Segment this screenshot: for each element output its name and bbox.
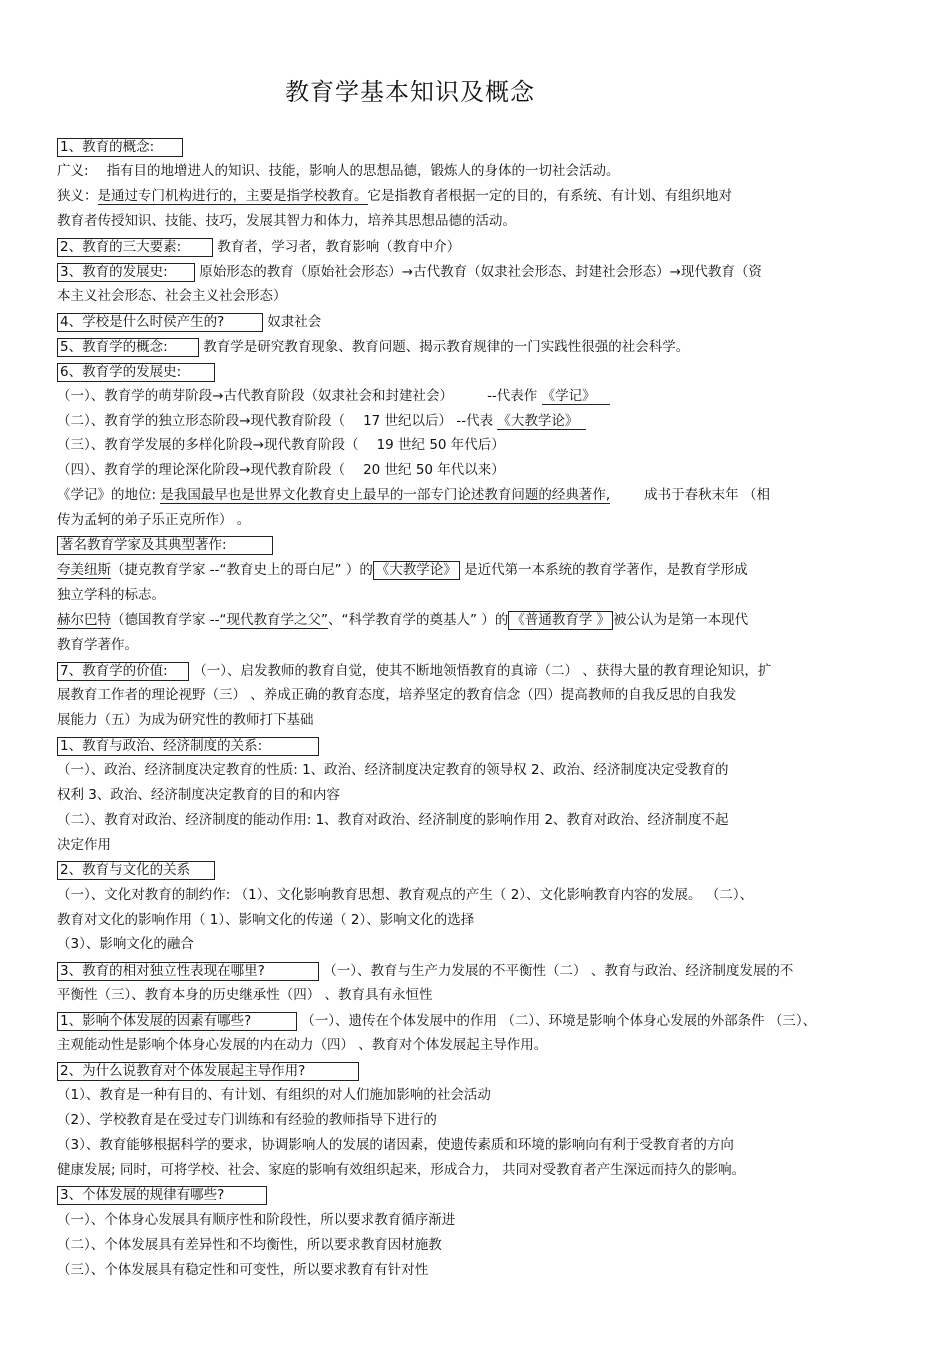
heading-education-concept bbox=[57, 138, 897, 157]
line-mid: 、“科学教育学的奠基人” ）的 bbox=[328, 612, 509, 628]
line-text: 指有目的地增进人的知识、技能，影响人的思想品德，锻炼人的身体的一切社会活动。 bbox=[106, 163, 620, 179]
text-line bbox=[57, 1036, 897, 1054]
text-line bbox=[57, 1161, 897, 1179]
line-tail: --代表 bbox=[456, 413, 494, 429]
text-line bbox=[57, 761, 897, 779]
underlined-text: 是我国最早也是世界文化教育史上最早的一部专门论述教育问题的经典著作, bbox=[160, 487, 611, 503]
heading-box: 1、教育与政治、经济制度的关系: bbox=[57, 737, 319, 756]
book-box: 《普通教育学 》 bbox=[508, 611, 613, 630]
text-line bbox=[57, 1086, 897, 1104]
line-mid: 19 世纪 50 年代后） bbox=[376, 437, 505, 453]
heading-pedagogy-concept bbox=[57, 338, 897, 357]
text-line bbox=[57, 1136, 897, 1154]
text-line bbox=[57, 162, 897, 180]
line-text: 平衡性（三）、教育本身的历史继承性（四） 、教育具有永恒性 bbox=[57, 987, 433, 1003]
text-line bbox=[57, 636, 897, 654]
line-mid: 17 世纪以后） bbox=[363, 413, 453, 429]
heading-leading-role bbox=[57, 1062, 897, 1081]
line-text: 健康发展; 同时，可将学校、社会、家庭的影响有效组织起来，形成合力， 共同对受教育者产生深远而持久的影响。 bbox=[57, 1162, 746, 1178]
line-text: 成书于春秋末年 （相 bbox=[644, 487, 770, 503]
line-text: （一）、文化对教育的制约作: （1）、文化影响教育思想、教育观点的产生（ 2）、文化影响教育内容的发展。 （二）、 bbox=[57, 887, 754, 903]
heading-box: 7、教育学的价值: bbox=[57, 662, 189, 681]
text-line bbox=[57, 1211, 897, 1229]
heading-box: 6、教育学的发展史: bbox=[57, 363, 215, 382]
line-text: 展教育工作者的理论视野（三） 、养成正确的教育态度，培养坚定的教育信念（四）提高教师的自我反思的自我发 bbox=[57, 687, 737, 703]
text-line bbox=[57, 935, 897, 953]
text-line bbox=[57, 611, 897, 630]
line-tail: 被公认为是第一本现代 bbox=[613, 612, 749, 628]
text-line bbox=[57, 586, 897, 604]
line-text: （四）、教育学的理论深化阶段→现代教育阶段（ bbox=[57, 462, 346, 478]
heading-development-laws bbox=[57, 1186, 897, 1205]
text-line bbox=[57, 711, 897, 729]
heading-box: 4、学校是什么时侯产生的? bbox=[57, 313, 263, 332]
text-line bbox=[57, 811, 897, 829]
heading-box: 著名教育学家及其典型著作: bbox=[57, 536, 273, 555]
line-label: 广义: bbox=[57, 163, 89, 179]
line-text: （二）、个体发展具有差异性和不均衡性，所以要求教育因材施教 bbox=[57, 1237, 442, 1253]
line-text: （捷克教育学家 --“教育史上的哥白尼” ）的 bbox=[111, 562, 373, 578]
heading-development-history bbox=[57, 263, 897, 282]
line-text: 教育者传授知识、技能、技巧，发展其智力和体力，培养其思想品德的活动。 bbox=[57, 213, 516, 229]
line-text: （一）、个体身心发展具有顺序性和阶段性，所以要求教育循序渐进 bbox=[57, 1212, 456, 1228]
heading-box: 3、个体发展的规律有哪些? bbox=[57, 1186, 267, 1205]
line-text: （一）、政治、经济制度决定教育的性质: 1、政治、经济制度决定教育的领导权 2、政治、经济制度决定受教育的 bbox=[57, 762, 729, 778]
heading-politics-economy bbox=[57, 737, 897, 756]
heading-box: 3、教育的发展史: bbox=[57, 263, 195, 282]
text-line bbox=[57, 486, 897, 504]
line-text: （一）、启发教师的教育自觉，使其不断地领悟教育的真谛（二） 、获得大量的教育理论知识，扩 bbox=[193, 663, 772, 679]
text-line bbox=[57, 1236, 897, 1254]
line-text: （2）、学校教育是在受过专门训练和有经验的教师指导下进行的 bbox=[57, 1112, 437, 1128]
line-text: 决定作用 bbox=[57, 837, 111, 853]
line-tail: --代表作 bbox=[487, 388, 538, 404]
line-text: 传为孟轲的弟子乐正克所作） 。 bbox=[57, 512, 251, 528]
text-line bbox=[57, 387, 897, 405]
heading-relative-independence bbox=[57, 962, 897, 981]
line-text: （二）、教育对政治、经济制度的能动作用: 1、教育对政治、经济制度的影响作用 2、教育对政治、经济制度不起 bbox=[57, 812, 729, 828]
heading-box: 2、教育与文化的关系 bbox=[57, 861, 215, 880]
line-text: （德国教育学家 -- bbox=[111, 612, 220, 628]
text-line bbox=[57, 511, 897, 529]
text-line bbox=[57, 786, 897, 804]
text-line bbox=[57, 461, 897, 479]
heading-development-factors bbox=[57, 1012, 897, 1031]
line-text: （二）、教育学的独立形态阶段→现代教育阶段（ bbox=[57, 413, 346, 429]
heading-famous-educators bbox=[57, 536, 897, 555]
line-tail: 是近代第一本系统的教育学著作，是教育学形成 bbox=[464, 562, 748, 578]
underlined-text: 夸美纽斯 bbox=[57, 562, 111, 578]
underlined-text: 是通过专门机构进行的，主要是指学校教育。 bbox=[97, 188, 368, 204]
line-text: 教育学是研究教育现象、教育问题、揭示教育规律的一门实践性很强的社会科学。 bbox=[203, 339, 690, 355]
heading-box: 2、教育的三大要素: bbox=[57, 238, 213, 257]
line-text: 原始形态的教育（原始社会形态）→古代教育（奴隶社会形态、封建社会形态）→现代教育（资 bbox=[199, 264, 762, 280]
heading-box: 3、教育的相对独立性表现在哪里? bbox=[57, 962, 319, 981]
text-line bbox=[57, 412, 897, 430]
line-label: 狭义： bbox=[57, 188, 98, 204]
text-line bbox=[57, 836, 897, 854]
underlined-text: 《学记》 bbox=[542, 388, 610, 405]
heading-pedagogy-history bbox=[57, 363, 897, 382]
line-text: 主观能动性是影响个体身心发展的内在动力（四） 、教育对个体发展起主导作用。 bbox=[57, 1037, 548, 1053]
text-line bbox=[57, 986, 897, 1004]
text-line bbox=[57, 1261, 897, 1279]
line-text: 本主义社会形态、社会主义社会形态） bbox=[57, 288, 287, 304]
underlined-text-2: “现代教育学之父” bbox=[219, 612, 329, 628]
heading-culture bbox=[57, 861, 897, 880]
line-text: （1）、教育是一种有目的、有计划、有组织的对人们施加影响的社会活动 bbox=[57, 1087, 491, 1103]
line-text: 权利 3、政治、经济制度决定教育的目的和内容 bbox=[57, 787, 340, 803]
line-text: （一）、遗传在个体发展中的作用 （二）、环境是影响个体身心发展的外部条件 （三）、 bbox=[301, 1013, 817, 1029]
line-text: （三）、个体发展具有稳定性和可变性，所以要求教育有针对性 bbox=[57, 1262, 429, 1278]
line-mid: 20 世纪 50 年代以来） bbox=[363, 462, 505, 478]
heading-box: 1、教育的概念: bbox=[57, 138, 183, 157]
line-text: 独立学科的标志。 bbox=[57, 587, 165, 603]
line-text: （三）、教育学发展的多样化阶段→现代教育阶段（ bbox=[57, 437, 359, 453]
text-line bbox=[57, 436, 897, 454]
text-line bbox=[57, 561, 897, 580]
heading-three-elements bbox=[57, 238, 897, 257]
underlined-text: 赫尔巴特 bbox=[57, 612, 111, 628]
text-line bbox=[57, 1111, 897, 1129]
line-text: 它是指教育者根据一定的目的，有系统、有计划、有组织地对 bbox=[367, 188, 732, 204]
line-text: 教育者，学习者，教育影响（教育中介） bbox=[217, 239, 461, 255]
underlined-text: 《大教学论》 bbox=[497, 413, 586, 430]
text-line bbox=[57, 287, 897, 305]
line-text: 展能力（五）为成为研究性的教师打下基础 bbox=[57, 712, 314, 728]
line-text: （一）、教育学的萌芽阶段→古代教育阶段（奴隶社会和封建社会） bbox=[57, 388, 454, 404]
text-line bbox=[57, 212, 897, 230]
heading-school-origin bbox=[57, 313, 897, 332]
line-text: （3）、教育能够根据科学的要求，协调影响人的发展的诸因素，使遗传素质和环境的影响向有利于受教育者的方向 bbox=[57, 1137, 734, 1153]
document-title: 教育学基本知识及概念 bbox=[285, 78, 535, 106]
heading-box: 2、为什么说教育对个体发展起主导作用? bbox=[57, 1062, 359, 1081]
text-line bbox=[57, 911, 897, 929]
line-text: 教育对文化的影响作用（ 1）、影响文化的传递（ 2）、影响文化的选择 bbox=[57, 912, 475, 928]
line-text: 教育学著作。 bbox=[57, 637, 138, 653]
line-text: 奴隶社会 bbox=[267, 314, 322, 330]
line-text: （3）、影响文化的融合 bbox=[57, 936, 194, 952]
text-line bbox=[57, 686, 897, 704]
heading-box: 1、影响个体发展的因素有哪些? bbox=[57, 1012, 297, 1031]
text-line bbox=[57, 886, 897, 904]
heading-box: 5、教育学的概念: bbox=[57, 338, 199, 357]
line-text: （一）、教育与生产力发展的不平衡性（二） 、教育与政治、经济制度发展的不 bbox=[323, 963, 794, 979]
heading-pedagogy-value bbox=[57, 662, 897, 681]
book-box: 《大教学论》 bbox=[373, 561, 460, 580]
line-label: 《学记》的地位: bbox=[57, 487, 157, 503]
text-line bbox=[57, 187, 897, 205]
